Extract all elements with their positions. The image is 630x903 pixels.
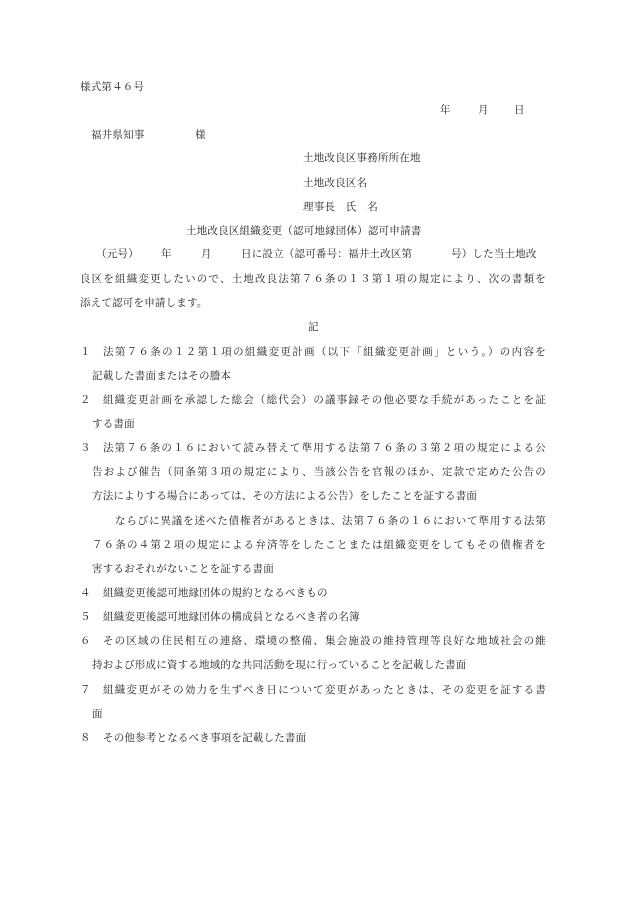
body-line3: 添えて認可を申請します。	[80, 297, 208, 309]
item-3-line-3: 方法によりする場合にあっては、その方法による公告）をしたことを証する書面	[92, 490, 478, 502]
item-3-cont-3: 害するおそれがないことを証する書面	[92, 563, 274, 575]
item-1-line-2: 記載した書面またはその謄本	[92, 370, 232, 382]
item-2-number: ２	[80, 394, 91, 406]
applicant-district-name: 土地改良区名	[303, 177, 368, 189]
body-established: 日に設立（認可番号：福井土改区第	[241, 248, 413, 260]
body-year: 年	[161, 248, 172, 260]
item-7-number: ７	[80, 684, 91, 696]
item-6-line-2: 持および形成に資する地域的な共同活動を現に行っていることを記載した書面	[92, 659, 467, 671]
item-3-cont-1: ならびに異議を述べた債権者があるときは、法第７６条の１６において準用する法第	[115, 515, 546, 527]
item-8-number: ８	[80, 732, 91, 744]
item-4-line-1: 組織変更後認可地縁団体の規約となるべきもの	[103, 587, 328, 599]
item-3-line-2: 告および催告（同条第３項の規定により、当該公告を官報のほか、定款で定めた公告の	[92, 466, 546, 478]
item-6-line-1: その区域の住民相互の連絡、環境の整備、集会施設の維持管理等良好な地域社会の維	[103, 635, 546, 647]
item-3-number: ３	[80, 442, 91, 454]
item-5-line-1: 組織変更後認可地縁団体の構成員となるべき者の名簿	[103, 611, 360, 623]
item-6-number: ６	[80, 635, 91, 647]
addressee-honorific: 様	[195, 129, 206, 141]
document-title: 土地改良区組織変更（認可地縁団体）認可申請書	[186, 225, 422, 237]
body-era: （元号）	[96, 248, 139, 260]
item-3-line-1: 法第７６条の１６において読み替えて準用する法第７６条の３第２項の規定による公	[103, 442, 546, 454]
date-year: 年	[440, 104, 451, 116]
item-3-cont-2: ７６条の４第２項の規定による弁済等をしたことまたは組織変更をしてもその債権者を	[92, 539, 546, 551]
addressee-name: 福井県知事	[91, 129, 145, 141]
applicant-office-address: 土地改良区事務所所在地	[303, 152, 421, 164]
item-7-line-2: 面	[92, 708, 103, 720]
item-1-line-1: 法第７６条の１２第１項の組織変更計画（以下「組織変更計画」という。）の内容を	[103, 346, 546, 358]
body-line2: 良区を組織変更したいので、土地改良法第７６条の１３第１項の規定により、次の書類を	[80, 273, 546, 285]
date-day: 日	[514, 104, 525, 116]
item-4-number: ４	[80, 587, 91, 599]
item-2-line-2: する書面	[92, 418, 135, 430]
item-2-line-1: 組織変更計画を承認した総会（総代会）の議事録その他必要な手続があったことを証	[103, 394, 546, 406]
item-5-number: ５	[80, 611, 91, 623]
date-month: 月	[478, 104, 489, 116]
form-number: 様式第４６号	[80, 81, 145, 93]
body-month: 月	[201, 248, 212, 260]
item-8-line-1: その他参考となるべき事項を記載した書面	[103, 732, 307, 744]
item-7-line-1: 組織変更がその効力を生ずべき日について変更があったときは、その変更を証する書	[103, 684, 546, 696]
body-line1-end: 号）した当土地改	[451, 248, 537, 260]
item-1-number: １	[80, 346, 91, 358]
applicant-chairman: 理事長 氏 名	[303, 201, 378, 213]
ki-heading: 記	[308, 321, 319, 333]
